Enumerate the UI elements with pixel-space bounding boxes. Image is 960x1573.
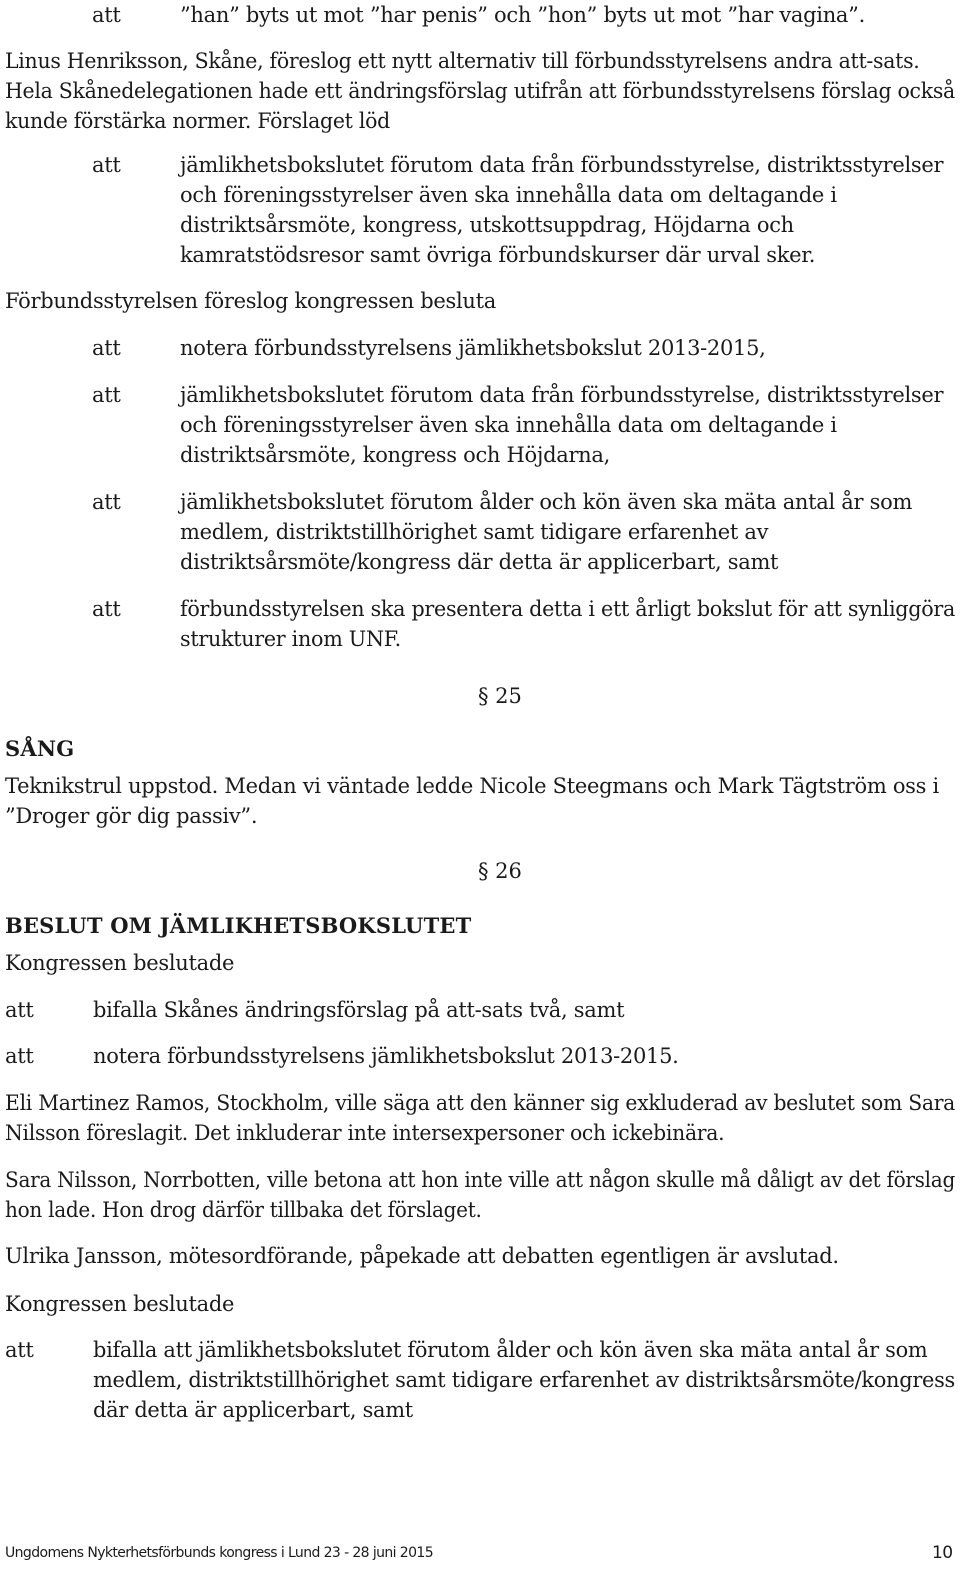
intro-line: ”han” byts ut mot ”har penis” och ”hon” byts ut mot ”har vagina”. (180, 3, 865, 27)
paragraph-henriksson (5, 46, 955, 136)
att-label: att (5, 1338, 34, 1362)
text-line: förbundsstyrelsen ska presentera detta i ett årligt bokslut för att synliggöra (180, 597, 956, 621)
text-line: bifalla att jämlikhetsbokslutet förutom ålder och kön även ska mäta antal år som (93, 1338, 928, 1362)
text-line: Teknikstrul uppstod. Medan vi väntade ledde Nicole Steegmans och Mark Tägtström oss i (5, 774, 939, 798)
text-line: jämlikhetsbokslutet förutom data från förbundsstyrelse, distriktsstyrelser (180, 153, 944, 177)
proposal-skane (180, 150, 943, 270)
decision-line: notera förbundsstyrelsens jämlikhetsbokslut 2013-2015. (93, 1044, 679, 1068)
text-line: Nilsson föreslagit. Det inkluderar inte intersexpersoner och ickebinära. (5, 1121, 725, 1145)
section-heading: BESLUT OM JÄMLIKHETSBOKSLUTET (5, 913, 472, 938)
text-line: distriktsårsmöte/kongress där detta är applicerbart, samt (180, 550, 779, 574)
text-line: hon lade. Hon drog därför tillbaka det förslaget. (5, 1198, 482, 1222)
att-label: att (92, 597, 121, 621)
text-line: Hela Skånedelegationen hade ett ändringsförslag utifrån att förbundsstyrelsens förslag också (5, 79, 955, 103)
text-line: ”Droger gör dig passiv”. (5, 804, 258, 828)
text-line: distriktsårsmöte, kongress och Höjdarna, (180, 443, 611, 467)
att-label: att (5, 998, 34, 1022)
page-number: 10 (932, 1543, 953, 1563)
fs-item-1 (180, 333, 766, 363)
footer-event: Ungdomens Nykterhetsförbunds kongress i Lund 23 - 28 juni 2015 (5, 1545, 434, 1561)
section-number: § 25 (478, 684, 522, 708)
text-line: medlem, distriktstillhörighet samt tidigare erfarenhet av (180, 520, 769, 544)
paragraph-martinez (5, 1088, 955, 1148)
att-label: att (92, 383, 121, 407)
att-label: att (92, 336, 121, 360)
text-line: kamratstödsresor samt övriga förbundskurser där urval sker. (180, 243, 816, 267)
text-line: kunde förstärka normer. Förslaget löd (5, 109, 390, 133)
att-label: att (92, 3, 121, 27)
decision-line: bifalla Skånes ändringsförslag på att-sats två, samt (93, 998, 625, 1022)
text-line: Sara Nilsson, Norrbotten, ville betona att hon inte ville att någon skulle må dåligt av det förslag (5, 1168, 955, 1192)
fs-item-2 (180, 380, 943, 470)
text-line: distriktsårsmöte, kongress, utskottsuppdrag, Höjdarna och (180, 213, 794, 237)
section-heading: SÅNG (5, 736, 75, 761)
text-line: Linus Henriksson, Skåne, föreslog ett nytt alternativ till förbundsstyrelsens andra att-sats. (5, 49, 920, 73)
section-number: § 26 (478, 859, 522, 883)
att-label: att (92, 153, 121, 177)
decision-final (93, 1335, 955, 1425)
paragraph-song (5, 771, 939, 831)
text-line: jämlikhetsbokslutet förutom data från förbundsstyrelse, distriktsstyrelser (180, 383, 944, 407)
fs-item-4 (180, 594, 955, 654)
paragraph-fs-proposal: Förbundsstyrelsen föreslog kongressen besluta (5, 289, 496, 313)
decided-label: Kongressen beslutade (5, 1292, 235, 1316)
decided-label: Kongressen beslutade (5, 951, 235, 975)
paragraph-jansson: Ulrika Jansson, mötesordförande, påpekade att debatten egentligen är avslutad. (5, 1244, 839, 1268)
text-line: och föreningsstyrelser även ska innehålla data om deltagande i (180, 413, 837, 437)
text-line: notera förbundsstyrelsens jämlikhetsbokslut 2013-2015, (180, 336, 766, 360)
text-line: och föreningsstyrelser även ska innehålla data om deltagande i (180, 183, 837, 207)
paragraph-nilsson (5, 1165, 955, 1225)
text-line: strukturer inom UNF. (180, 627, 401, 651)
text-line: där detta är applicerbart, samt (93, 1398, 413, 1422)
text-line: medlem, distriktstillhörighet samt tidigare erfarenhet av distriktsårsmöte/kongress (93, 1368, 955, 1392)
fs-item-3 (180, 487, 912, 577)
att-label: att (92, 490, 121, 514)
text-line: jämlikhetsbokslutet förutom ålder och kön även ska mäta antal år som (180, 490, 913, 514)
text-line: Eli Martinez Ramos, Stockholm, ville säga att den känner sig exkluderad av beslutet som Sara (5, 1091, 955, 1115)
att-label: att (5, 1044, 34, 1068)
